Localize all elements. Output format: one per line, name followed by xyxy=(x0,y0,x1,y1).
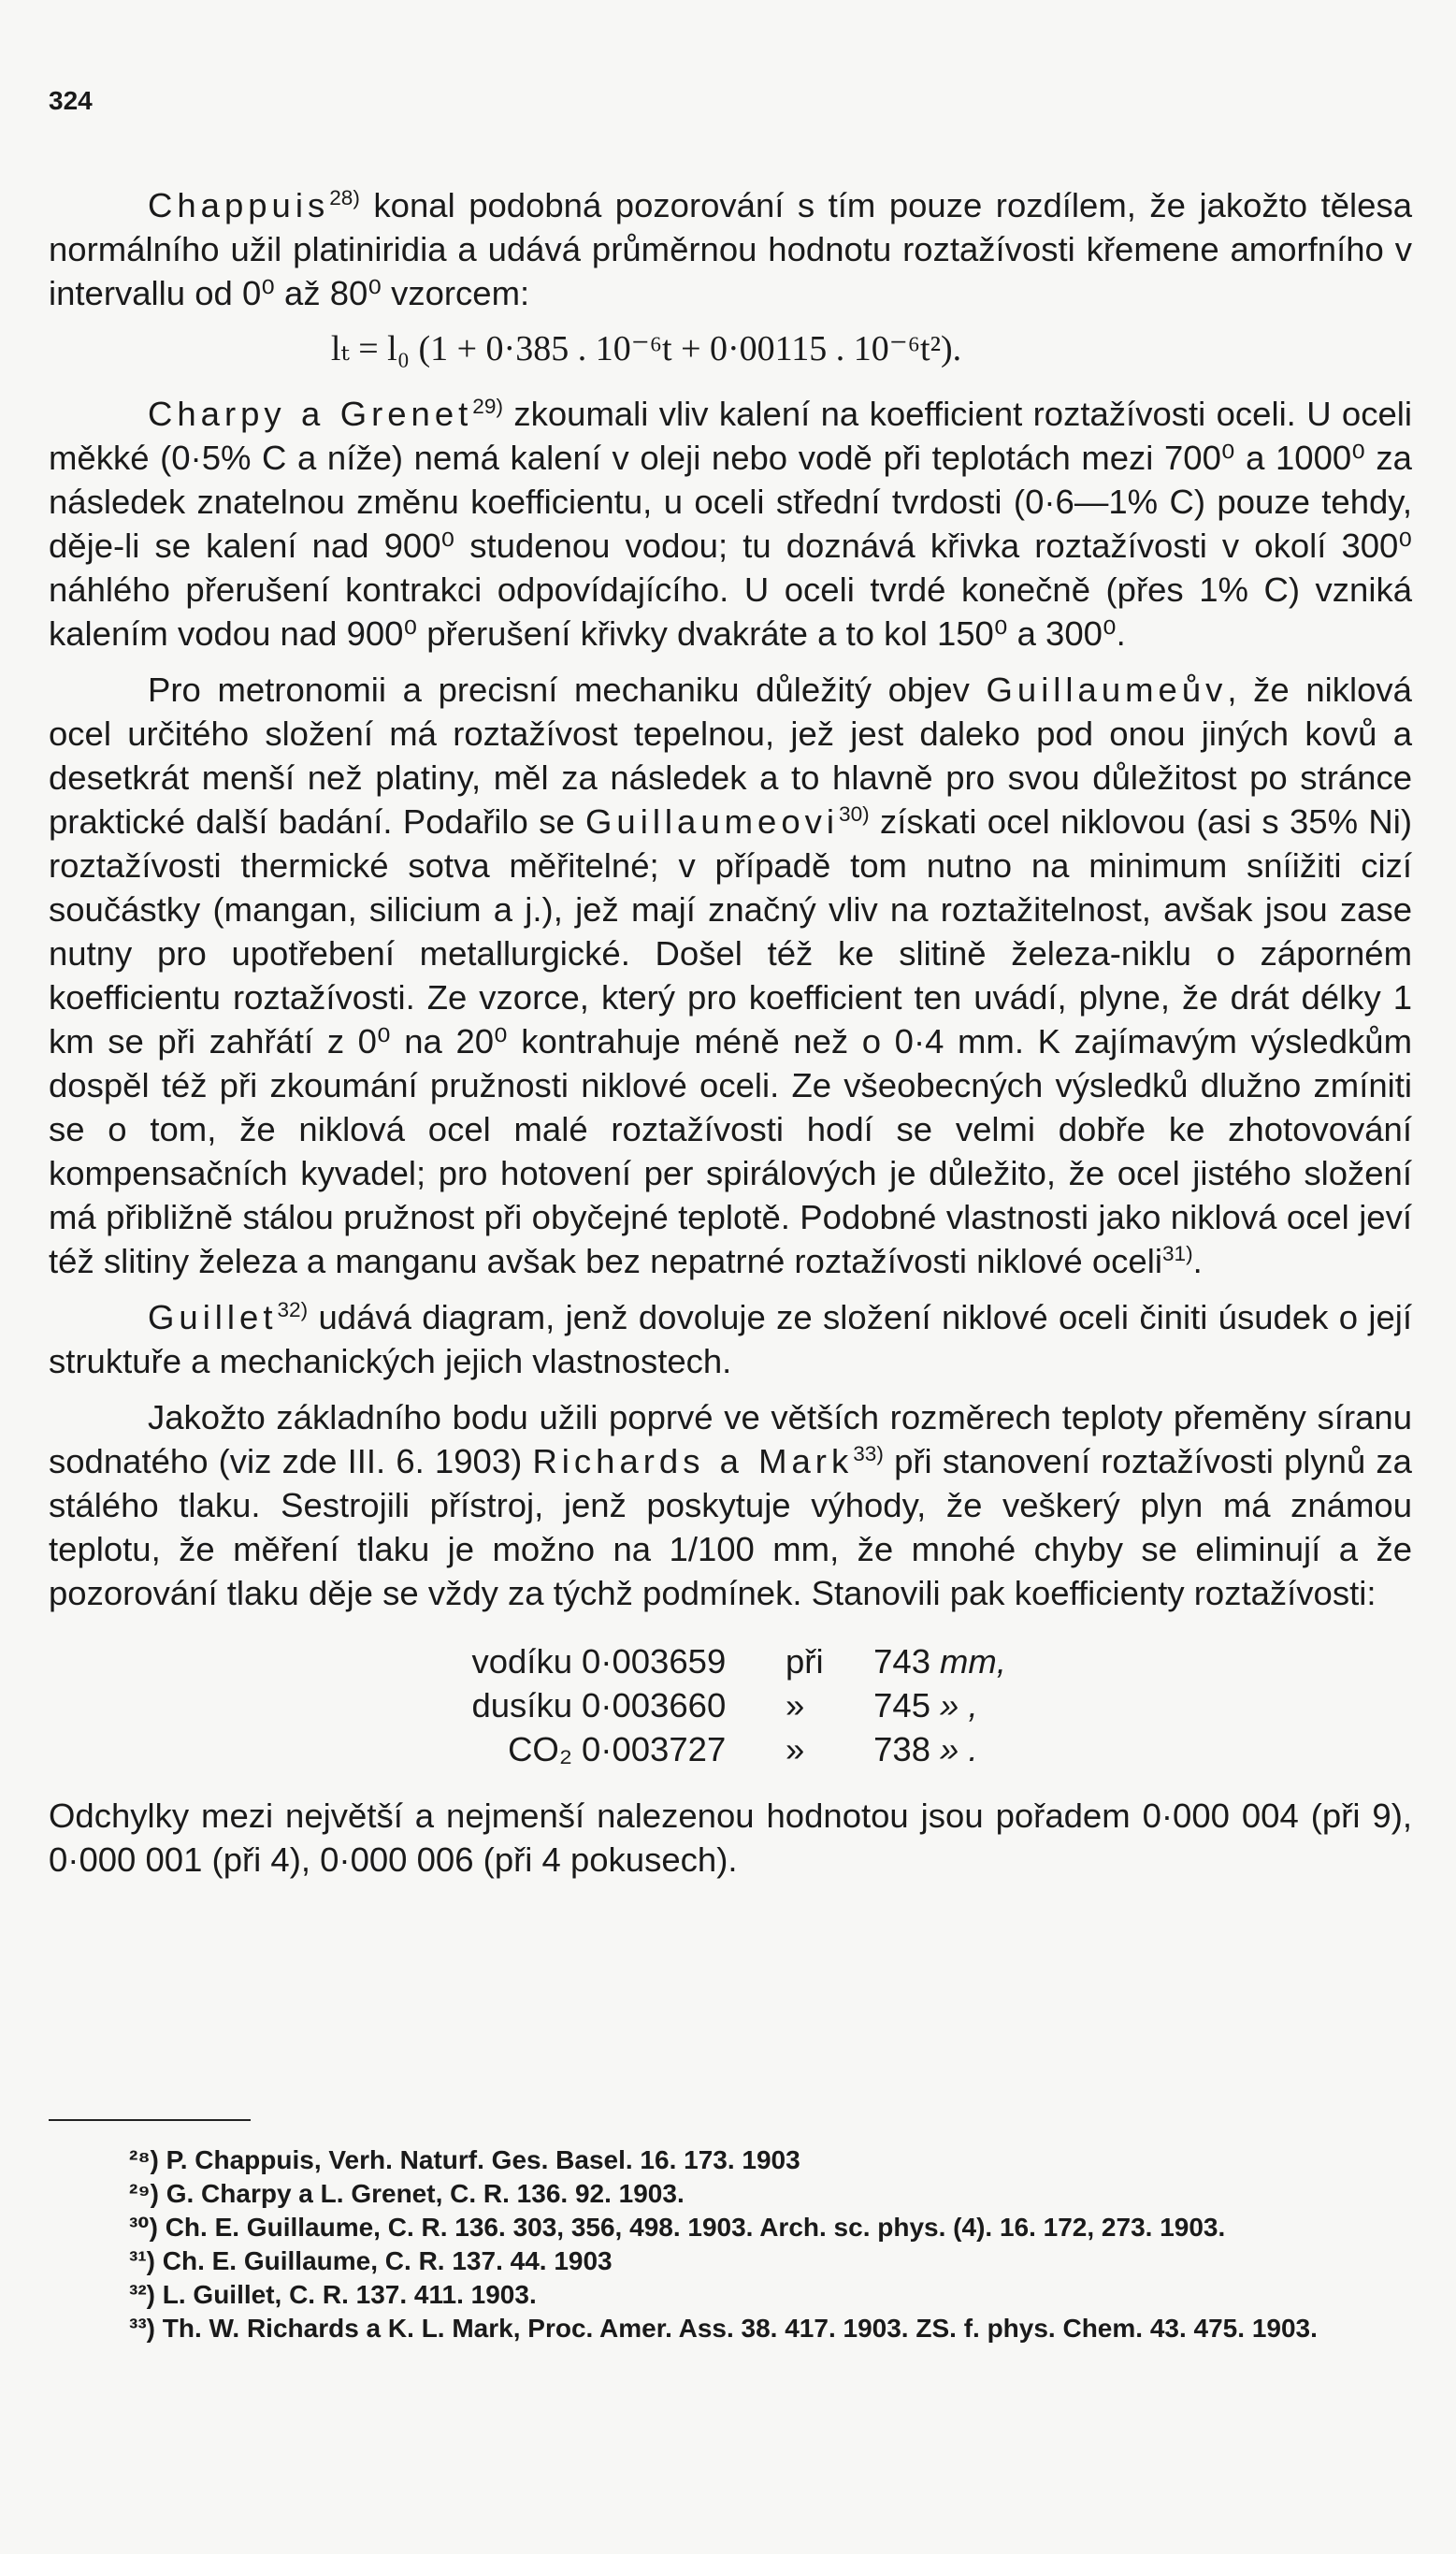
pri-label: » xyxy=(786,1730,805,1768)
pressure-value: 743 xyxy=(873,1642,930,1681)
coefficient-table xyxy=(49,1639,1412,1771)
gas-name: dusíku xyxy=(471,1686,572,1724)
gas-name: CO₂ xyxy=(508,1730,572,1768)
footnote: ³¹) Ch. E. Guillaume, C. R. 137. 44. 1903 xyxy=(129,2246,613,2275)
paragraph-text: zkoumali vliv kalení na koefficient roztažívosti oceli. U oceli měkké (0·5% C a níže) nemá kalení v oleji nebo vodě při teplotách mezi 700⁰ a 1000⁰ za následek znatelnou změnu koefficientu, u oceli střední tvrdosti (0·6—1% C) pouze tehdy, děje-li se kalení nad 900⁰ studenou vodou; tu doznává křivka roztažívosti v okolí 300⁰ náhlého přerušení kontrakci odpovídajícího. U oceli tvrdé konečně (přes 1% C) vzniká kalením vodou nad 900⁰ přerušení křivky dvakráte a to kol 150⁰ a 300⁰. xyxy=(49,395,1412,653)
paragraph-text: , že niklová ocel určitého složení má roztažívost tepelnou, jež jest daleko pod onou jiných kovů a desetkrát menší než platiny, měl za následek a to hlavně pro svou důležitost po stránce praktické další badání. Podařilo se xyxy=(49,671,1412,841)
page-number: 324 xyxy=(49,86,93,115)
pri-label: » xyxy=(786,1686,805,1724)
footnote: ³³) Th. W. Richards a K. L. Mark, Proc. Amer. Ass. 38. 417. 1903. ZS. f. phys. Chem. 43. 475. 1903. xyxy=(129,2314,1318,2343)
footnotes xyxy=(49,2143,1412,2345)
coefficient-value: 0·003660 xyxy=(582,1686,727,1724)
paragraph-text: konal podobná pozorování s tím pouze rozdílem, že jakožto tělesa normálního užil platiniridia a udává průměrnou hodnotu roztažívosti křemene amorfního v intervallu od 0⁰ až 80⁰ vzorcem: xyxy=(49,186,1412,312)
paragraph-text: získati ocel niklovou (asi s 35% Ni) roztažívosti thermické sotva měřitelné; v případě tom nutno na minimum sníižiti cizí součástky (mangan, silicium a j.), jež mají značný vliv na roztažitelnost, avšak jsou zase nutny pro upotřebení metallurgické. Došel též ke slitině železa-niklu o záporném koefficientu roztažívosti. Ze vzorce, který pro koefficient ten uvádí, plyne, že drát délky 1 km se při zahřátí z 0⁰ na 20⁰ kontrahuje méně než o 0·4 mm. K zajímavým výsledkům dospěl též při zkoumání pružnosti niklové oceli. Ze všeobecných výsledků dlužno zmíniti se o tom, že niklová ocel malé roztažívosti hodí se velmi dobře ke zhotovování kompensačních kyvadel; pro hotovení per spirálových je důležito, že ocel jistého složení má přibližně stálou pružnost při obyčejné teplotě. Podobné vlastnosti jako niklová ocel jeví též slitiny železa a manganu avšak bez nepatrné roztažívosti niklové oceli xyxy=(49,802,1413,1280)
paragraph-text: při stanovení roztažívosti plynů za stálého tlaku. Sestrojili přístroj, jenž poskytuje výhody, že veškerý plyn má známou teplotu, že měření tlaku je možno na 1/100 mm, že mnohé chyby se eliminují a že pozorování tlaku děje se vždy za týchž podmínek. Stanovili pak koefficienty roztažívosti: xyxy=(49,1442,1412,1612)
pressure-value: 738 xyxy=(873,1730,930,1768)
paragraph-guillaume xyxy=(49,668,1412,1283)
paragraph-text: udává diagram, jenž dovoluje ze složení niklové oceli činiti úsudek o její struktuře a mechanických jejich vlastnostech. xyxy=(49,1298,1412,1380)
table-row xyxy=(49,1683,1412,1727)
coefficient-value: 0·003727 xyxy=(582,1730,727,1768)
author-name: Guillaumeovi xyxy=(585,802,839,841)
paragraph-deviations: Odchylky mezi největší a nejmenší nalezenou hodnotou jsou pořadem 0·000 004 (při 9), 0·000 001 (při 4), 0·000 006 (při 4 pokusech). xyxy=(49,1796,1412,1879)
paragraph-guillet xyxy=(49,1295,1412,1383)
pressure-unit: » , xyxy=(940,1686,978,1724)
footnote-ref: 31) xyxy=(1161,1241,1193,1265)
author-name: Guillaumeův xyxy=(986,671,1228,709)
footnote-ref: 33) xyxy=(853,1441,884,1465)
paragraph-text: Jakožto základního bodu užili poprvé ve větších rozměrech teploty přeměny síranu sodnatého (viz zde III. 6. 1903) xyxy=(49,1398,1412,1480)
paragraph-richards xyxy=(49,1395,1412,1615)
footnote: ³²) L. Guillet, C. R. 137. 411. 1903. xyxy=(129,2280,537,2309)
pressure-value: 745 xyxy=(873,1686,930,1724)
main-text xyxy=(49,183,1412,1894)
author-name: Charpy a Grenet xyxy=(148,395,473,433)
footnote-ref: 28) xyxy=(329,185,360,209)
footnote-ref: 29) xyxy=(472,394,503,418)
paragraph-text: . xyxy=(1192,1242,1203,1280)
paragraph-text: Pro metronomii a precisní mechaniku důležitý objev xyxy=(148,671,987,709)
footnote-divider xyxy=(49,2119,251,2121)
pressure-unit: mm, xyxy=(940,1642,1006,1681)
footnote-ref: 30) xyxy=(839,801,870,826)
footnote: ²⁹) G. Charpy a L. Grenet, C. R. 136. 92. 1903. xyxy=(129,2179,685,2208)
author-name: Guillet xyxy=(148,1298,278,1336)
author-name: Richards a Mark xyxy=(532,1442,854,1480)
table-row xyxy=(49,1639,1412,1683)
author-name: Chappuis xyxy=(148,186,330,224)
paragraph-chappuis xyxy=(49,183,1412,315)
table-row xyxy=(49,1727,1412,1771)
pressure-unit: » . xyxy=(940,1730,978,1768)
footnote: ³⁰) Ch. E. Guillaume, C. R. 136. 303, 356, 498. 1903. Arch. sc. phys. (4). 16. 172, 273. 1903. xyxy=(129,2213,1226,2242)
footnote-ref: 32) xyxy=(277,1297,309,1321)
gas-name: vodíku xyxy=(471,1642,572,1681)
formula: lₜ = l₀ (1 + 0·385 . 10⁻⁶t + 0·00115 . 10⁻⁶t²). xyxy=(330,329,962,368)
paragraph-charpy xyxy=(49,392,1412,656)
coefficient-value: 0·003659 xyxy=(582,1642,727,1681)
pri-label: při xyxy=(786,1642,824,1681)
footnote: ²⁸) P. Chappuis, Verh. Naturf. Ges. Basel. 16. 173. 1903 xyxy=(129,2145,800,2174)
